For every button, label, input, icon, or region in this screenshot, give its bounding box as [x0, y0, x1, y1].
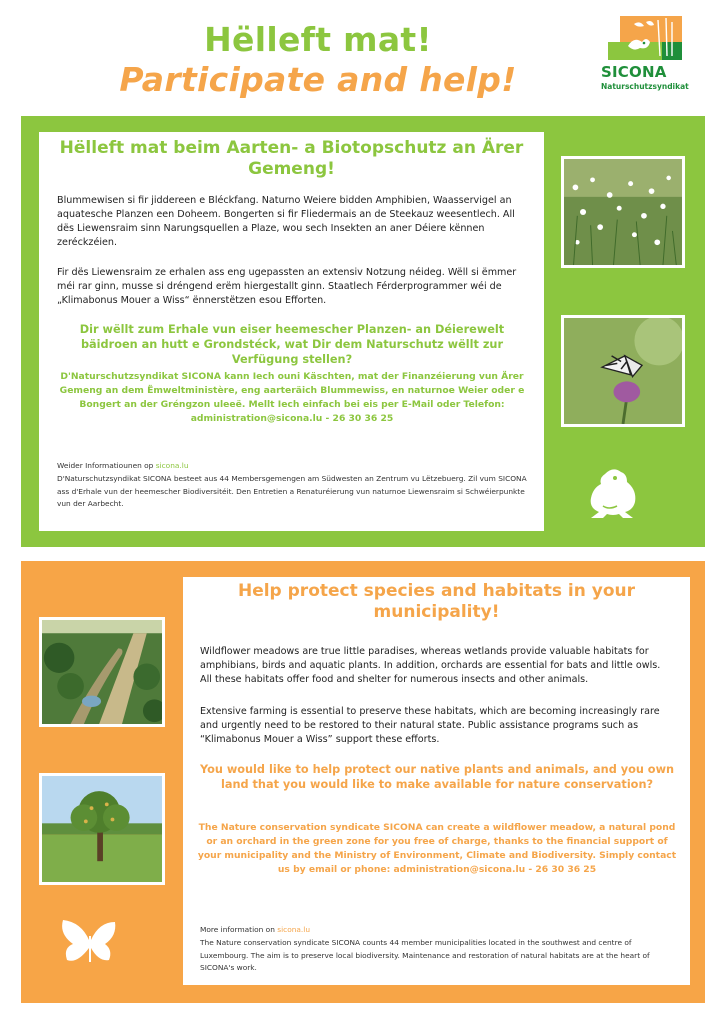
- lb-paragraph-2: Fir dës Liewensraim ze erhalen ass eng ugepassten an extensiv Notzung néideg. Wëll si ëmmer méi rar ginn, musse si dréngend erëm hiergestallt ginn. Staatlech Férderprogrammer wéi de „Klimabonus Mouer a Wiss“ ënnerstëtzen esou Efforten.: [57, 267, 517, 306]
- lb-paragraph-1: Blummewisen si fir jiddereen e Bléckfang. Naturno Weiere bidden Amphibien, Waasservigel an aquatesche Planzen een Doheem. Bongerten si fir Fliedermais an de Steekauz weesentlech. All dës Liewensraim sinn Narungsquellen a Plaze, wou sech Insekten an aner Déiere kënnen zeréckzéien.: [57, 195, 515, 248]
- photo-butterfly-thistle: [561, 315, 685, 427]
- title-english: Participate and help!: [119, 60, 517, 99]
- lb-about-text: D'Naturschutzsyndikat SICONA besteet aus 44 Membersgemengen am Südwesten an Zentrum vu Lëtzebuerg. Zil vum SICONA ass d'Erhale vun der heemescher Biodiversitéit. Den Entretien a Renaturéierung vun naturnoe Liewensraim si Schwéierpunkte vun der Aarbecht.: [57, 474, 527, 508]
- logo-name: SICONA: [601, 63, 667, 81]
- en-more-link[interactable]: sicona.lu: [277, 925, 311, 934]
- en-about-text: The Nature conservation syndicate SICONA counts 44 member municipalities located in the southwest and centre of Luxembourg. The aim is to preserve local biodiversity. Maintenance and restoration of natural habitats are at the heart of SICONA's work.: [200, 938, 650, 972]
- logo-subtitle: Naturschutzsyndikat: [601, 82, 689, 91]
- english-card: [183, 577, 690, 985]
- luxembourgish-card: [39, 132, 544, 531]
- photo-orchard-tree: [39, 773, 165, 885]
- en-paragraph-1: Wildflower meadows are true little paradises, whereas wetlands provide valuable habitats for amphibians, birds and aquatic plants. In addition, orchards are essential for bats and little owls. All these habitats offer food and shelter for numerous insects and other animals.: [200, 646, 661, 685]
- en-lead-question: You would like to help protect our native plants and animals, and you own land that you would like to make available for nature conservation?: [199, 763, 675, 791]
- en-more-label: More information on: [200, 925, 278, 934]
- en-card-title: Help protect species and habitats in your municipality!: [237, 581, 636, 622]
- en-offer-note: The Nature conservation syndicate SICONA can create a wildflower meadow, a natural pond or an orchard in the green zone for you free of charge, thanks to the financial support of your municipality and the Ministry of Environment, Climate and Biodiversity. Simply contact us by email or phone: administration@sicona.lu - 26 30 36 25: [197, 822, 677, 875]
- photo-aerial-wetland: [39, 617, 165, 727]
- lb-more-link[interactable]: sicona.lu: [155, 461, 189, 470]
- frog-icon: [585, 466, 643, 522]
- butterfly-icon: [60, 918, 118, 970]
- title-luxembourgish: Hëlleft mat!: [204, 20, 432, 59]
- lb-more-label: Weider Informatiounen op: [57, 461, 156, 470]
- photo-wildflower-meadow: [561, 156, 685, 268]
- lb-more-info: [57, 460, 527, 473]
- lb-card-title: Hëlleft mat beim Aarten- a Biotopschutz an Ärer Gemeng!: [59, 138, 524, 179]
- lb-lead-question: Dir wëllt zum Erhale vun eiser heemescher Planzen- an Déierewelt bäidroen an hutt e Grondstéck, wat Dir dem Naturschutz wëllt zur Verfügung stellen?: [79, 323, 505, 366]
- lb-offer-note: D'Naturschutzsyndikat SICONA kann Iech ouni Käschten, mat der Finanzéierung vun Ärer Gemeng an dem Ëmweltministère, eng aarteräich Blummewiss, en naturnoe Weier oder e Bongert an der Gréngzon uleeë. Mellt Iech einfach bei eis per E-Mail oder Telefon: administration@sicona.lu - 26 30 36 25: [59, 371, 525, 424]
- en-more-info: [200, 924, 674, 937]
- en-paragraph-2: Extensive farming is essential to preserve these habitats, which are becoming increasingly rare and urgently need to be restored to their natural state. Public assistance programs such as “Klimabonus Mouer a Wiss” support these efforts.: [200, 706, 660, 745]
